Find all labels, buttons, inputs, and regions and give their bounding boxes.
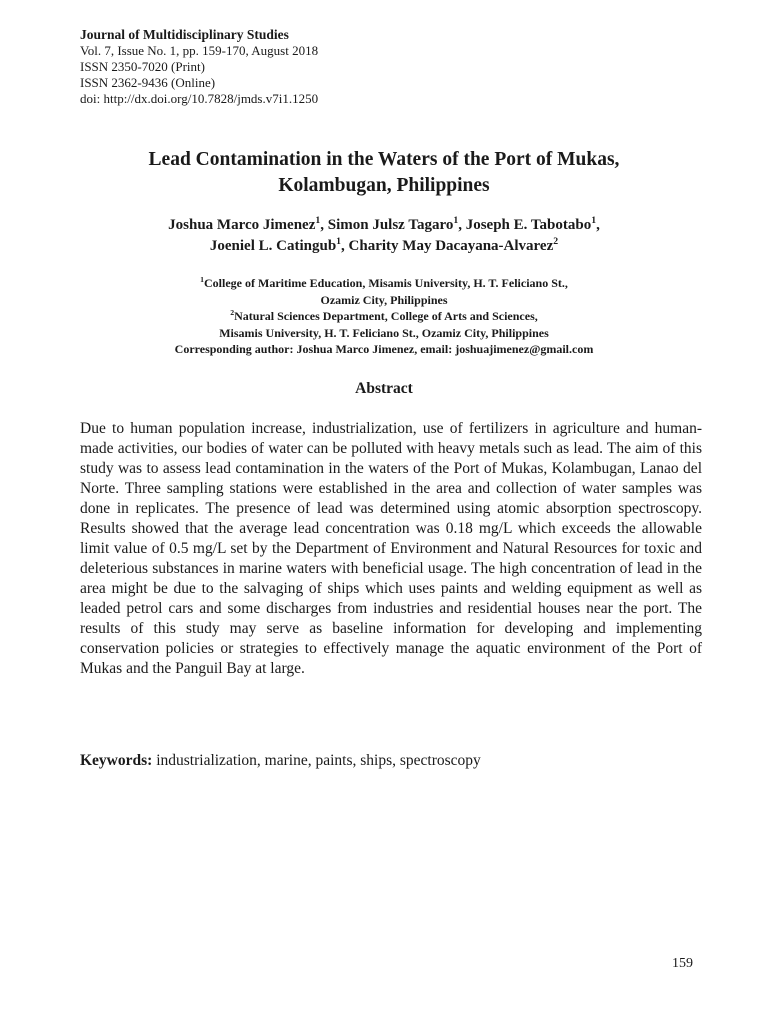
author-affil-mark: 2 — [553, 236, 559, 247]
author-separator: , — [596, 217, 600, 233]
author-name: Charity May Dacayana-Alvarez — [348, 238, 554, 254]
keywords-text: industrialization, marine, paints, ships, spectroscopy — [156, 752, 481, 769]
author-name: Joeniel L. Catingub — [209, 238, 337, 254]
author-name: Joseph E. Tabotabo — [465, 217, 592, 233]
corresponding-author: Corresponding author: Joshua Marco Jimenez, email: joshuajimenez@gmail.com — [174, 342, 594, 356]
journal-header — [80, 27, 318, 107]
author-separator: , — [458, 217, 466, 233]
paper-title — [60, 147, 708, 199]
issn-print: ISSN 2350-7020 (Print) — [80, 59, 205, 74]
author-affil-mark: 1 — [315, 215, 321, 226]
author-name: Joshua Marco Jimenez — [168, 217, 316, 233]
affiliation-1-line-2: Ozamiz City, Philippines — [320, 292, 448, 307]
author-affil-mark: 1 — [591, 215, 597, 226]
author-affil-mark: 1 — [336, 236, 342, 247]
title-line-1: Lead Contamination in the Waters of the Port of Mukas, — [148, 149, 620, 170]
affiliations — [60, 275, 708, 358]
journal-name: Journal of Multidisciplinary Studies — [80, 27, 289, 42]
author-affil-mark: 1 — [453, 215, 459, 226]
issn-online: ISSN 2362-9436 (Online) — [80, 75, 216, 90]
abstract-heading: Abstract — [355, 380, 413, 397]
affil-mark: 2 — [230, 308, 235, 317]
author-line-2 — [60, 236, 708, 257]
abstract-text: Due to human population increase, industrialization, use of fertilizers in agriculture and human-made activities, our bodies of water can be polluted with heavy metals such as lead. The aim of this study was to assess lead contamination in the waters of the Port of Mukas, Kolambugan, Lanao del Norte. Three sampling stations were established in the area and collection of water samples was done in replicates. The presence of lead was determined using atomic absorption spectroscopy. Results showed that the average lead concentration was 0.18 mg/L which exceeds the allowable limit value of 0.5 mg/L set by the Department of Environment and Natural Resources for toxic and deleterious substances in marine waters with beneficial usage. The high concentration of lead in the area might be due to the salvaging of ships which uses paints and welding equipment as well as leaded petrol cars and some discharges from industries and residential houses near the port. The results of this study may serve as baseline information for developing and implementing conservation policies or strategies to effectively manage the aquatic environment of the Port of Mukas and the Panguil Bay at large. — [80, 420, 702, 677]
affiliation-2-line-1 — [60, 308, 708, 325]
page-number: 159 — [672, 956, 693, 971]
keywords — [80, 751, 702, 771]
author-list — [60, 215, 708, 257]
affil-text: College of Maritime Education, Misamis University, H. T. Feliciano St., — [204, 276, 568, 290]
author-separator: , — [320, 217, 328, 233]
affiliation-1-line-1 — [60, 275, 708, 292]
affil-text: Natural Sciences Department, College of Arts and Sciences, — [234, 309, 538, 323]
doi-link[interactable]: doi: http://dx.doi.org/10.7828/jmds.v7i1.1250 — [80, 91, 319, 106]
affil-mark: 1 — [200, 275, 205, 284]
author-name: Simon Julsz Tagaro — [327, 217, 454, 233]
volume-info: Vol. 7, Issue No. 1, pp. 159-170, August 2018 — [80, 43, 319, 58]
affiliation-2-line-2: Misamis University, H. T. Feliciano St., Ozamiz City, Philippines — [219, 325, 549, 340]
title-line-2: Kolambugan, Philippines — [278, 175, 490, 196]
author-line-1 — [60, 215, 708, 236]
keywords-label: Keywords: — [80, 752, 153, 769]
author-separator: , — [341, 238, 349, 254]
